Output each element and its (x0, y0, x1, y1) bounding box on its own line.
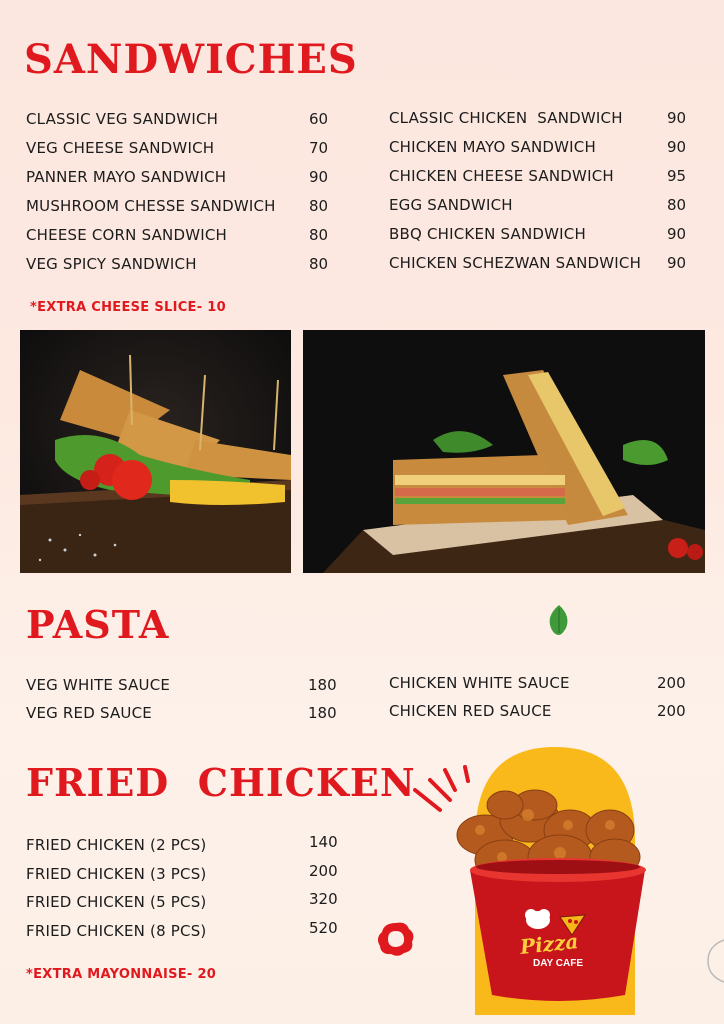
menu-price: 80 (309, 255, 329, 273)
menu-price: 80 (309, 226, 329, 244)
menu-price: 200 (309, 862, 338, 880)
menu-price: 80 (309, 197, 329, 215)
menu-price: 140 (309, 833, 338, 851)
menu-item: VEG WHITE SAUCE (26, 676, 171, 694)
menu-price: 90 (309, 168, 329, 186)
menu-price: 90 (667, 109, 687, 127)
bucket-logo-text: Pizza (518, 929, 580, 959)
menu-item: CHICKEN RED SAUCE (389, 702, 552, 720)
menu-price: 90 (667, 138, 687, 156)
menu-price: 200 (657, 674, 686, 692)
menu-item: VEG RED SAUCE (26, 704, 152, 722)
fried-chicken-bucket-image (410, 745, 650, 1015)
section-title-sandwiches: SANDWICHES (24, 36, 358, 83)
menu-item: FRIED CHICKEN (2 PCS) (26, 836, 207, 854)
menu-price: 180 (308, 676, 337, 694)
menu-item: VEG SPICY SANDWICH (26, 255, 197, 273)
bucket-logo-subtext: DAY CAFE (533, 958, 584, 969)
menu-item: CHICKEN CHEESE SANDWICH (389, 167, 614, 185)
menu-price: 200 (657, 702, 686, 720)
menu-price: 70 (309, 139, 329, 157)
extra-mayonnaise-note: *EXTRA MAYONNAISE- 20 (26, 967, 217, 982)
menu-item: CHEESE CORN SANDWICH (26, 226, 228, 244)
extra-cheese-note: *EXTRA CHEESE SLICE- 10 (30, 300, 226, 315)
menu-price: 520 (309, 919, 338, 937)
menu-item: CLASSIC CHICKEN SANDWICH (389, 109, 623, 127)
menu-item: FRIED CHICKEN (3 PCS) (26, 865, 207, 883)
sandwich-photo-left (20, 330, 291, 573)
section-title-fried-chicken: FRIED CHICKEN (26, 760, 416, 805)
menu-price: 180 (308, 704, 337, 722)
menu-item: VEG CHEESE SANDWICH (26, 139, 215, 157)
menu-price: 60 (309, 110, 329, 128)
menu-price: 80 (667, 196, 687, 214)
plate-outline-icon (706, 938, 724, 988)
menu-item: CHICKEN SCHEZWAN SANDWICH (389, 254, 642, 272)
menu-item: PANNER MAYO SANDWICH (26, 168, 227, 186)
menu-item: MUSHROOM CHESSE SANDWICH (26, 197, 276, 215)
menu-item: CHICKEN WHITE SAUCE (389, 674, 570, 692)
menu-item: EGG SANDWICH (389, 196, 513, 214)
menu-price: 90 (667, 225, 687, 243)
action-lines-icon (415, 767, 468, 810)
menu-item: FRIED CHICKEN (8 PCS) (26, 922, 207, 940)
menu-price: 320 (309, 890, 338, 908)
sandwich-photo-right (303, 330, 705, 573)
menu-price: 90 (667, 254, 687, 272)
basil-leaf-icon (546, 604, 572, 640)
menu-item: BBQ CHICKEN SANDWICH (389, 225, 586, 243)
section-title-pasta: PASTA (26, 602, 170, 647)
menu-item: CHICKEN MAYO SANDWICH (389, 138, 596, 156)
menu-item: FRIED CHICKEN (5 PCS) (26, 893, 207, 911)
menu-price: 95 (667, 167, 687, 185)
menu-item: CLASSIC VEG SANDWICH (26, 110, 219, 128)
